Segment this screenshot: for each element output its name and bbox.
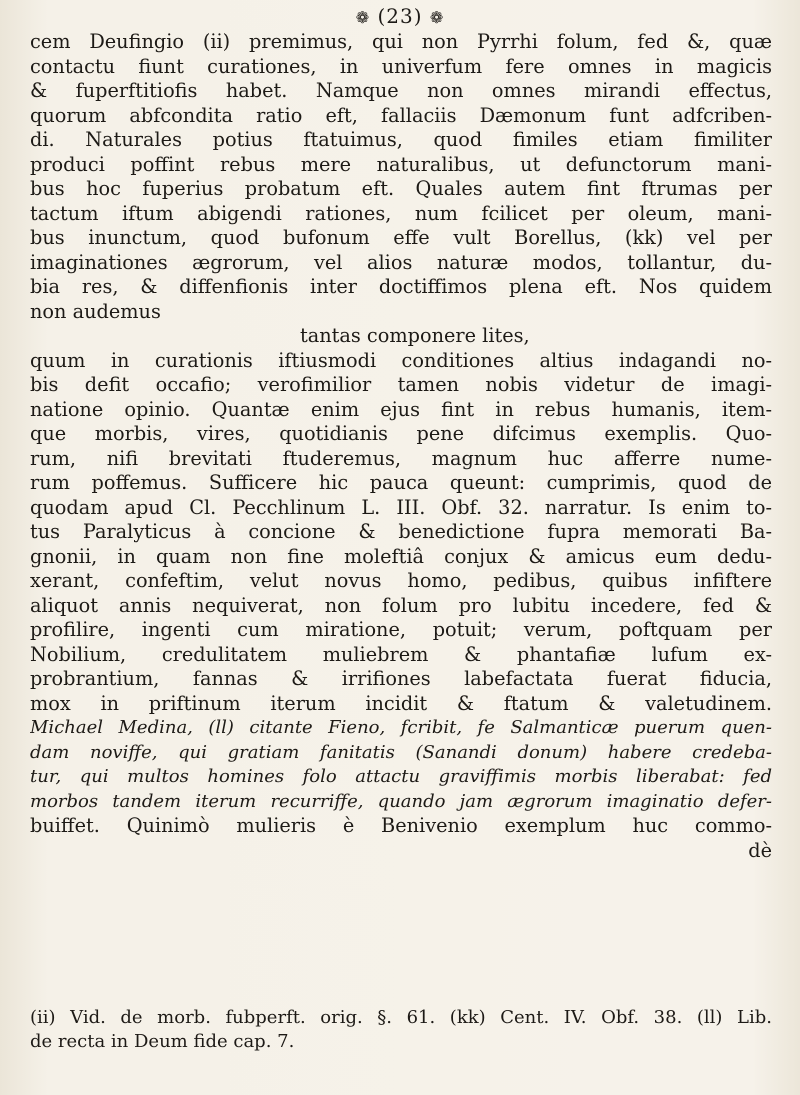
text-line: gnonii, in quam non fine moleftiâ conjux & amicus eum dedu- <box>30 544 772 568</box>
text-line: produci poffint rebus mere naturalibus, ut defunctorum mani- <box>30 152 772 176</box>
text-line: quorum abfcondita ratio eft, fallaciis Dæmonum funt adfcriben- <box>30 103 772 127</box>
text-line: rum poffemus. Sufficere hic pauca queunt: cumprimis, quod de <box>30 471 772 494</box>
left-ornament-icon: ❁ <box>355 8 371 27</box>
footnote-line: de recta in Deum fide cap. 7. <box>30 1031 295 1052</box>
text-line: aliquot annis nequiverat, non folum pro lubitu incedere, fed & <box>30 593 772 617</box>
text-line: profilire, ingenti cum miratione, potuit; verum, poftquam per <box>30 618 772 641</box>
text-line: natione opinio. Quantæ enim ejus fint in rebus humanis, item- <box>30 397 772 421</box>
footnote-line: (ii) Vid. de morb. fubperft. orig. §. 61. (kk) Cent. IV. Obf. 38. (ll) Lib. <box>30 1007 772 1028</box>
text-line: buiffet. Quinimò mulieris è Benivenio exemplum huc commo- <box>30 814 772 837</box>
text-line: di. Naturales potius ftatuimus, quod fimiles etiam fimiliter <box>30 128 772 151</box>
text-line: imaginationes ægrorum, vel alios naturæ modos, tollantur, du- <box>30 250 772 274</box>
text-line: cem Deufingio (ii) premimus, qui non Pyrrhi folum, fed &, quæ <box>30 30 772 53</box>
catchword: dè <box>748 838 772 862</box>
page-header <box>0 4 800 28</box>
text-line: bus hoc fuperius probatum eft. Quales autem fint ftrumas per <box>30 177 772 200</box>
text-line: quum in curationis iftiusmodi conditiones altius indagandi no- <box>30 348 772 372</box>
text-line: dam noviffe, qui gratiam fanitatis (Sanandi donum) habere credeba- <box>30 741 772 763</box>
text-line: probrantium, fannas & irrifiones labefactata fuerat fiducia, <box>30 667 772 690</box>
text-line: Michael Medina, (ll) citante Fieno, fcribit, fe Salmanticæ puerum quen- <box>30 717 772 738</box>
text-line: bis defit occafio; verofimilior tamen nobis videtur de imagi- <box>30 373 772 396</box>
text-line: que morbis, vires, quotidianis pene difcimus exemplis. Quo- <box>30 422 772 445</box>
text-line: morbos tandem iterum recurriffe, quando jam ægrorum imaginatio defer- <box>30 790 772 812</box>
text-line: & fuperftitiofis habet. Namque non omnes mirandi effectus, <box>30 79 772 102</box>
text-line: Nobilium, credulitatem muliebrem & phantafiæ lufum ex- <box>30 642 772 666</box>
text-line: bus inunctum, quod bufonum effe vult Borellus, (kk) vel per <box>30 226 772 249</box>
body-text <box>30 30 772 863</box>
text-line: tactum iftum abigendi rationes, num fcilicet per oleum, mani- <box>30 201 772 225</box>
text-line: rum, nifi brevitati ftuderemus, magnum huc afferre nume- <box>30 446 772 470</box>
footnotes <box>30 1006 772 1054</box>
text-line: xerant, confeftim, velut novus homo, pedibus, quibus infiftere <box>30 569 772 592</box>
page-number: (23) <box>377 4 423 28</box>
text-line: tur, qui multos homines folo attactu graviffimis morbis liberabat: fed <box>30 766 772 787</box>
text-line: mox in priftinum iterum incidit & ftatum & valetudinem. <box>30 691 772 715</box>
text-line: tus Paralyticus à concione & benedictione fupra memorati Ba- <box>30 520 772 543</box>
right-ornament-icon: ❁ <box>429 8 445 27</box>
text-line: quodam apud Cl. Pecchlinum L. III. Obf. 32. narratur. Is enim to- <box>30 495 772 519</box>
text-line: tantas componere lites, <box>300 324 530 347</box>
text-line: bia res, & diffenfionis inter doctiffimos plena eft. Nos quidem <box>30 275 772 298</box>
text-line: contactu fiunt curationes, in univerfum fere omnes in magicis <box>30 54 772 78</box>
text-line: non audemus <box>30 299 161 323</box>
